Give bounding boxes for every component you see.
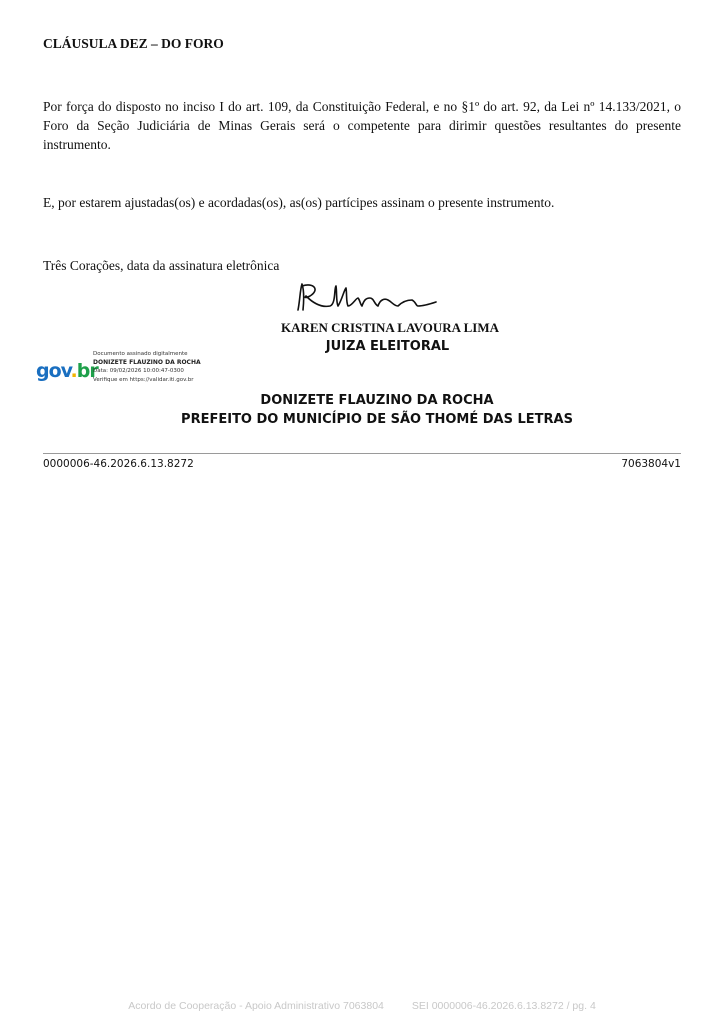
digital-signature-stamp (93, 350, 201, 384)
signer-name: KAREN CRISTINA LAVOURA LIMA (280, 320, 499, 335)
govbr-logo (36, 360, 98, 382)
clause-paragraph: Por força do disposto no inciso I do art. 109, da Constituição Federal, e no §1º do art. 92, da Lei nº 14.133/2021, o Foro da Seção Judiciária de Minas Gerais será o competente para dirimir questões resultantes do presente instrumento. (43, 99, 681, 152)
stamp-verify: Verifique em https://validar.iti.gov.br (93, 376, 194, 383)
stamp-date: Data: 09/02/2026 10:00:47-0300 (93, 368, 184, 375)
footer-right: SEI 0000006-46.2026.6.13.8272 / pg. 4 (411, 1000, 596, 1012)
document-version: 7063804v1 (621, 458, 681, 470)
signer-role: JUIZA ELEITORAL (325, 339, 450, 354)
page-footer (0, 1000, 724, 1012)
govbr-logo-dot: . (70, 360, 77, 382)
stamp-signer-name: DONIZETE FLAUZINO DA ROCHA (93, 358, 201, 366)
handwritten-signature (290, 280, 440, 316)
place-date: Três Corações, data da assinatura eletrônica (43, 258, 280, 273)
govbr-logo-gov: gov (36, 360, 71, 382)
stamp-title: Documento assinado digitalmente (93, 351, 188, 357)
signer2-role: PREFEITO DO MUNICÍPIO DE SÃO THOMÉ DAS LETRAS (181, 412, 573, 427)
footer-left: Acordo de Cooperação - Apoio Administrativo 7063804 (128, 1000, 384, 1012)
clause-title: CLÁUSULA DEZ – DO FORO (43, 36, 224, 51)
divider (43, 453, 681, 454)
process-number: 0000006-46.2026.6.13.8272 (43, 458, 194, 470)
govbr-logo-br: br (76, 360, 98, 382)
signer2-name: DONIZETE FLAUZINO DA ROCHA (260, 393, 494, 408)
closing-paragraph: E, por estarem ajustadas(os) e acordadas(os), as(os) partícipes assinam o presente instrumento. (43, 195, 555, 210)
